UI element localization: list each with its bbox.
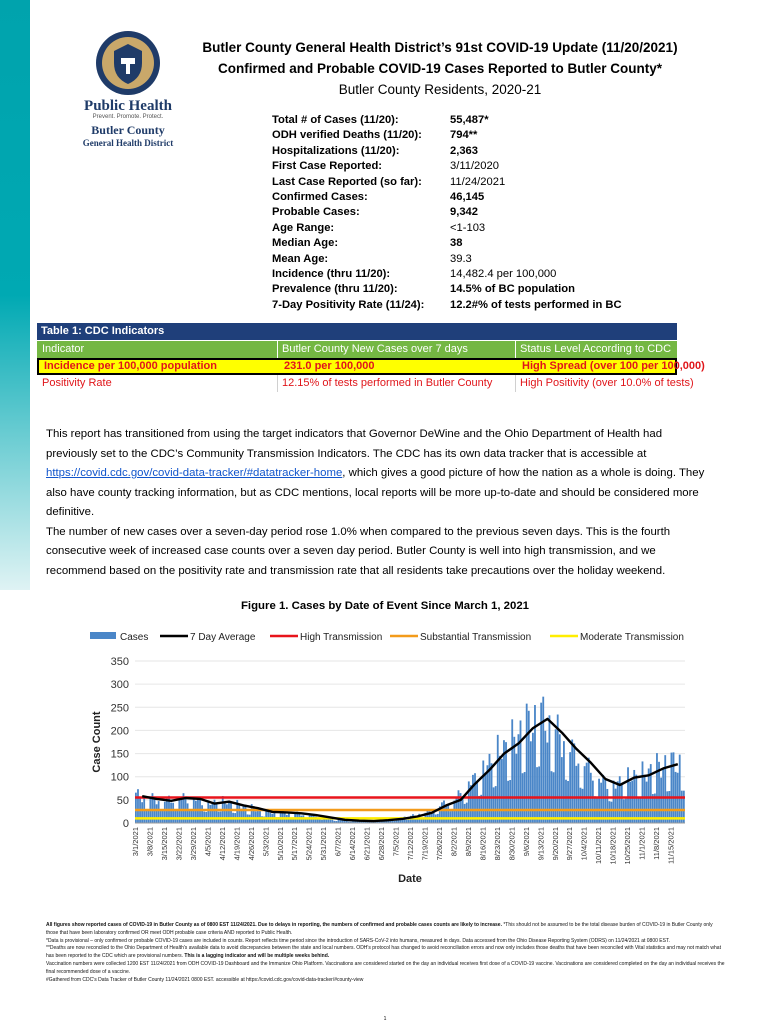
stat-value: 12.2#% of tests performed in BC	[450, 298, 622, 311]
figure-title: Figure 1. Cases by Date of Event Since March 1, 2021	[240, 600, 530, 612]
case-bar	[613, 781, 615, 823]
case-bar	[162, 811, 164, 823]
x-tick-label: 10/25/2021	[623, 827, 633, 865]
case-bar	[635, 775, 637, 823]
x-tick-label: 5/3/2021	[261, 827, 271, 857]
case-bar	[453, 801, 455, 823]
side-accent-bar	[0, 0, 30, 590]
case-bar	[656, 753, 658, 823]
report-subtitle-residents: Butler County Residents, 2020-21	[338, 82, 542, 97]
legend-label: Moderate Transmission	[580, 632, 684, 643]
case-bar	[174, 810, 176, 823]
logo-line-district: General Health District	[82, 138, 174, 148]
incidence-indicator-cell: Incidence per 100,000 population	[44, 360, 217, 372]
logo-tagline: Prevent. Promote. Protect.	[92, 114, 164, 120]
x-tick-label: 7/5/2021	[391, 827, 401, 857]
x-tick-label: 3/1/2021	[131, 827, 140, 857]
case-bar	[664, 755, 666, 823]
case-bar	[577, 764, 579, 823]
case-bar	[540, 703, 542, 823]
case-bar	[189, 810, 191, 823]
x-tick-label: 10/4/2021	[579, 827, 589, 861]
stat-value: 11/24/2021	[450, 175, 506, 188]
x-tick-label: 3/8/2021	[145, 827, 155, 857]
case-bar	[536, 767, 538, 823]
table-header-new-cases: Butler County New Cases over 7 days	[282, 343, 468, 355]
case-bar	[441, 802, 443, 823]
case-bar	[147, 810, 149, 823]
x-tick-label: 5/17/2021	[290, 827, 300, 861]
stat-label: Prevalence (thru 11/20):	[272, 283, 398, 296]
x-tick-label: 3/15/2021	[160, 827, 169, 861]
stat-label: Incidence (thru 11/20):	[272, 267, 391, 280]
table-row-incidence	[37, 358, 705, 375]
case-bar	[575, 766, 577, 823]
stat-row	[272, 191, 672, 206]
x-tick-label: 7/26/2021	[435, 827, 444, 861]
y-axis-label: Case Count	[91, 711, 103, 773]
case-bar	[534, 705, 536, 823]
case-bar	[538, 766, 540, 823]
footnotes: All figures show reported cases of COVID-19 in Butler County as of 0800 EST 11/24/2021. Due to delays in reporting, the numbers of confirmed and probable cases counts are likely to increase. *This should not be assumed to be the total disease burden of COVID-19 in Butler County only those that have been laboratory confirmed OR meet ODH probable case criteria AND reported to Public Health. *Data is provisional – only confirmed or probable COVID-19 cases are included in counts. Report reflects time period since the introduction of SARS-CoV-2 into humans, measured in days. Data accessed from the Ohio Disease Reporting System (ODRS) on 11/24/2021 at 0800 EST. **Deaths are now reconciled to the Ohio Department of Health's available data to avoid discrepancies between the state and local numbers. ODH's protocol has changed to avoid reconciliation errors and now only includes those deaths that have been reconciled with Vital statistics and may not match what has been reported to the CDC which are provisional numbers. This is a lagging indicator and will be multiple weeks behind. Vaccination numbers were collected 1200 EST 11/24/2021 from ODH COVID-19 Dashboard and the Immunize Ohio Platform. Vaccinations are considered started on the day an individual receives first dose of a COVID-19 vaccine. Vaccinations are considered completed on the day an individual receives the final recommended dose of a vaccine. #Gathered from CDC's Data Tracker of Butler County 11/24/2021 0800 EST. accessible at https://covid.cdc.gov/covid-data-tracker/#county-view	[46, 922, 725, 983]
case-bar	[602, 775, 604, 823]
case-bar	[511, 719, 513, 823]
stat-value: <1-103	[450, 221, 486, 234]
case-bar	[600, 783, 602, 823]
case-bar	[549, 715, 551, 823]
incidence-status-cell: High Spread (over 100 per 100,000)	[522, 360, 705, 372]
case-bar	[319, 820, 321, 823]
case-bar	[528, 711, 530, 823]
stat-label: First Case Reported:	[272, 160, 383, 173]
stat-value: 9,342	[450, 206, 478, 219]
stat-row	[272, 268, 672, 283]
case-bar	[598, 779, 600, 823]
stat-value: 14.5% of BC population	[450, 283, 575, 296]
case-bar	[187, 803, 189, 823]
legend-label: Substantial Transmission	[420, 632, 532, 643]
case-bar	[569, 752, 571, 823]
stat-value: 14,482.4 per 100,000	[450, 267, 557, 280]
stat-value: 46,145	[450, 190, 485, 203]
case-bar	[507, 781, 509, 823]
case-bar	[617, 781, 619, 823]
case-bar	[141, 802, 143, 823]
stat-row	[272, 160, 672, 175]
case-bar	[201, 805, 203, 823]
case-bar	[158, 801, 160, 823]
case-bar	[567, 781, 569, 823]
case-bar	[584, 766, 586, 823]
case-bar	[170, 803, 172, 823]
x-tick-label: 5/24/2021	[304, 827, 314, 861]
legend-label: High Transmission	[300, 632, 383, 643]
case-bar	[238, 805, 240, 823]
stat-value: 794**	[450, 129, 478, 142]
case-bar	[466, 803, 468, 823]
stat-label: Age Range:	[272, 221, 335, 234]
x-tick-label: 8/2/2021	[449, 827, 459, 857]
case-bar	[408, 820, 410, 823]
table-header-indicator: Indicator	[42, 343, 85, 355]
stat-row	[272, 299, 672, 314]
case-bar	[619, 776, 621, 823]
stat-row	[272, 114, 672, 129]
case-bar	[451, 811, 453, 823]
case-bar	[679, 755, 681, 823]
stat-row	[272, 129, 672, 144]
incidence-value-cell: 231.0 per 100,000	[284, 360, 375, 372]
stat-label: ODH verified Deaths (11/20):	[272, 129, 422, 142]
logo-wordmark	[58, 98, 198, 148]
stat-row	[272, 222, 672, 237]
x-tick-label: 4/26/2021	[246, 827, 256, 861]
case-bar	[164, 802, 166, 823]
table-caption: Table 1: CDC Indicators	[37, 323, 677, 340]
stat-value: 38	[450, 237, 463, 250]
y-tick-label: 200	[110, 725, 129, 738]
y-tick-label: 150	[110, 748, 129, 761]
x-tick-label: 6/7/2021	[333, 827, 343, 857]
case-bar	[561, 757, 563, 823]
case-bar	[662, 769, 664, 823]
stat-row	[272, 253, 672, 268]
case-bar	[648, 768, 650, 823]
case-bar	[646, 782, 648, 823]
legend-label: Cases	[120, 632, 149, 643]
stat-label: Mean Age:	[272, 252, 329, 265]
x-tick-label: 9/6/2021	[521, 827, 531, 857]
y-tick-label: 0	[122, 818, 129, 830]
case-bar	[627, 767, 629, 823]
case-bar	[443, 801, 445, 823]
stat-label: Probable Cases:	[272, 206, 360, 219]
case-bar	[489, 754, 491, 823]
y-tick-label: 50	[116, 794, 129, 807]
positivity-indicator-cell: Positivity Rate	[42, 377, 112, 389]
case-bar	[476, 783, 478, 823]
page-number: 1	[383, 1016, 387, 1022]
table-header-status: Status Level According to CDC	[520, 343, 672, 355]
case-bar	[331, 820, 333, 823]
x-tick-label: 3/22/2021	[174, 827, 184, 861]
x-tick-label: 10/11/2021	[594, 827, 604, 864]
case-bar	[604, 779, 606, 823]
cdc-tracker-link[interactable]: https://covid.cdc.gov/covid-data-tracker/#datatracker-home	[46, 467, 343, 479]
table-header-row	[37, 340, 677, 358]
x-tick-label: 11/15/2021	[666, 827, 676, 864]
x-tick-label: 5/31/2021	[319, 827, 329, 861]
case-bar	[642, 761, 644, 823]
case-bar	[464, 804, 466, 823]
x-tick-label: 4/5/2021	[203, 827, 213, 857]
table-row-positivity	[37, 375, 694, 392]
x-tick-label: 8/30/2021	[507, 827, 517, 861]
x-tick-label: 8/9/2021	[463, 827, 473, 857]
case-bar	[257, 811, 259, 823]
case-bar	[629, 782, 631, 823]
x-tick-label: 9/20/2021	[550, 827, 560, 861]
x-tick-label: 11/8/2021	[652, 827, 662, 860]
stat-label: Total # of Cases (11/20):	[272, 114, 399, 126]
x-tick-label: 7/19/2021	[420, 827, 430, 861]
stat-value: 39.3	[450, 252, 472, 265]
case-bar	[253, 806, 255, 823]
case-bar	[491, 763, 493, 823]
case-bar	[520, 720, 522, 823]
case-bar	[644, 775, 646, 823]
x-tick-label: 9/13/2021	[536, 827, 546, 861]
stat-label: Median Age:	[272, 237, 339, 250]
paragraph-1-text-end: , which gives a good picture of how the nation as a whole is doing. They also have county tracking information, but as CDC mentions, local reports will be more up-to-date and should be considered more definitive.	[46, 467, 705, 518]
cdc-indicators-table	[37, 323, 705, 392]
case-bar	[429, 810, 431, 823]
x-axis-label: Date	[398, 873, 422, 885]
stat-row	[272, 206, 672, 221]
cases-chart	[80, 625, 700, 915]
case-bar	[592, 781, 594, 823]
case-bar	[509, 780, 511, 823]
x-tick-label: 8/23/2021	[492, 827, 502, 861]
stat-value: 3/11/2020	[450, 160, 499, 173]
case-bar	[631, 781, 633, 823]
case-bar	[216, 804, 218, 823]
case-bar	[212, 802, 214, 823]
case-bar	[499, 756, 501, 823]
case-bar	[191, 810, 193, 823]
case-bar	[176, 809, 178, 823]
legend-label: 7 Day Average	[190, 632, 256, 643]
case-bar	[243, 806, 245, 823]
case-bar	[209, 805, 211, 823]
case-bar	[427, 809, 429, 823]
x-tick-label: 8/16/2021	[478, 827, 488, 861]
x-tick-label: 6/14/2021	[348, 827, 358, 861]
x-tick-label: 10/18/2021	[608, 827, 618, 865]
stat-label: Hospitalizations (11/20):	[272, 144, 400, 157]
case-bar	[501, 759, 503, 823]
case-bar	[156, 804, 158, 823]
stat-label: Confirmed Cases:	[272, 190, 368, 203]
report-subtitle: Confirmed and Probable COVID-19 Cases Reported to Butler County*	[217, 61, 663, 76]
case-bar	[472, 775, 474, 823]
x-tick-label: 4/12/2021	[217, 827, 227, 861]
case-bar	[265, 810, 267, 823]
case-bar	[226, 804, 228, 823]
case-bar	[565, 780, 567, 823]
y-tick-label: 300	[110, 679, 129, 692]
paragraph-2: The number of new cases over a seven-day period rose 1.0% when compared to the previous seven days. This is the fourth consecutive week of increased case counts over a seven day period. Butler County is well into high transmission, and we recommend based on the positivity rate and transmission rate that all residents take precautions over the holiday weekend.	[46, 525, 671, 577]
case-bar	[660, 778, 662, 823]
stat-row	[272, 145, 672, 160]
stat-row	[272, 176, 672, 191]
positivity-value-cell: 12.15% of tests performed in Butler County	[282, 377, 493, 389]
case-bar	[224, 803, 226, 823]
stat-row	[272, 237, 672, 252]
paragraph-1-text: This report has transitioned from using the target indicators that Governor DeWine and the Ohio Department of Health had previously set to the CDC’s Community Transmission Indicators. The CDC has its own data tracker that is accessible at	[46, 428, 663, 460]
case-bar	[611, 802, 613, 823]
report-body	[46, 425, 706, 581]
x-tick-label: 4/19/2021	[232, 827, 242, 861]
summary-stats	[272, 114, 672, 314]
stat-row	[272, 283, 672, 298]
case-bar	[160, 810, 162, 823]
case-bar	[515, 754, 517, 823]
stat-label: 7-Day Positivity Rate (11/24):	[272, 298, 425, 311]
stat-label: Last Case Reported (so far):	[272, 175, 422, 188]
case-bar	[230, 803, 232, 823]
case-bar	[588, 758, 590, 823]
case-bar	[468, 781, 470, 823]
y-tick-label: 250	[110, 702, 129, 715]
x-tick-label: 11/1/2021	[637, 827, 647, 860]
x-tick-label: 9/27/2021	[565, 827, 575, 861]
case-bar	[445, 805, 447, 823]
logo-line-public-health: Public Health	[84, 98, 172, 114]
case-bar	[449, 811, 451, 823]
case-bar	[671, 753, 673, 823]
x-tick-label: 6/28/2021	[377, 827, 387, 861]
legend-swatch	[90, 632, 116, 639]
x-tick-label: 3/29/2021	[188, 827, 198, 861]
case-bar	[145, 809, 147, 823]
y-tick-label: 350	[110, 656, 129, 668]
case-bar	[542, 697, 544, 823]
x-tick-label: 7/12/2021	[406, 827, 415, 861]
case-bar	[447, 805, 449, 823]
case-bar	[482, 761, 484, 824]
case-bar	[228, 801, 230, 823]
case-bar	[172, 803, 174, 823]
logo-line-butler-county: Butler County	[91, 123, 165, 137]
case-bar	[609, 801, 611, 823]
case-bar	[586, 763, 588, 823]
case-bar	[526, 704, 528, 823]
case-bar	[195, 801, 197, 823]
report-title: Butler County General Health District’s 91st COVID-19 Update (11/20/2021)	[202, 40, 678, 55]
x-tick-label: 6/21/2021	[362, 827, 372, 861]
stat-value: 55,487*	[450, 114, 489, 126]
y-tick-label: 100	[110, 771, 129, 784]
case-bar	[245, 805, 247, 823]
x-tick-label: 5/10/2021	[275, 827, 285, 861]
case-bar	[673, 752, 675, 823]
positivity-status-cell: High Positivity (over 10.0% of tests)	[520, 377, 694, 389]
stat-value: 2,363	[450, 144, 478, 157]
